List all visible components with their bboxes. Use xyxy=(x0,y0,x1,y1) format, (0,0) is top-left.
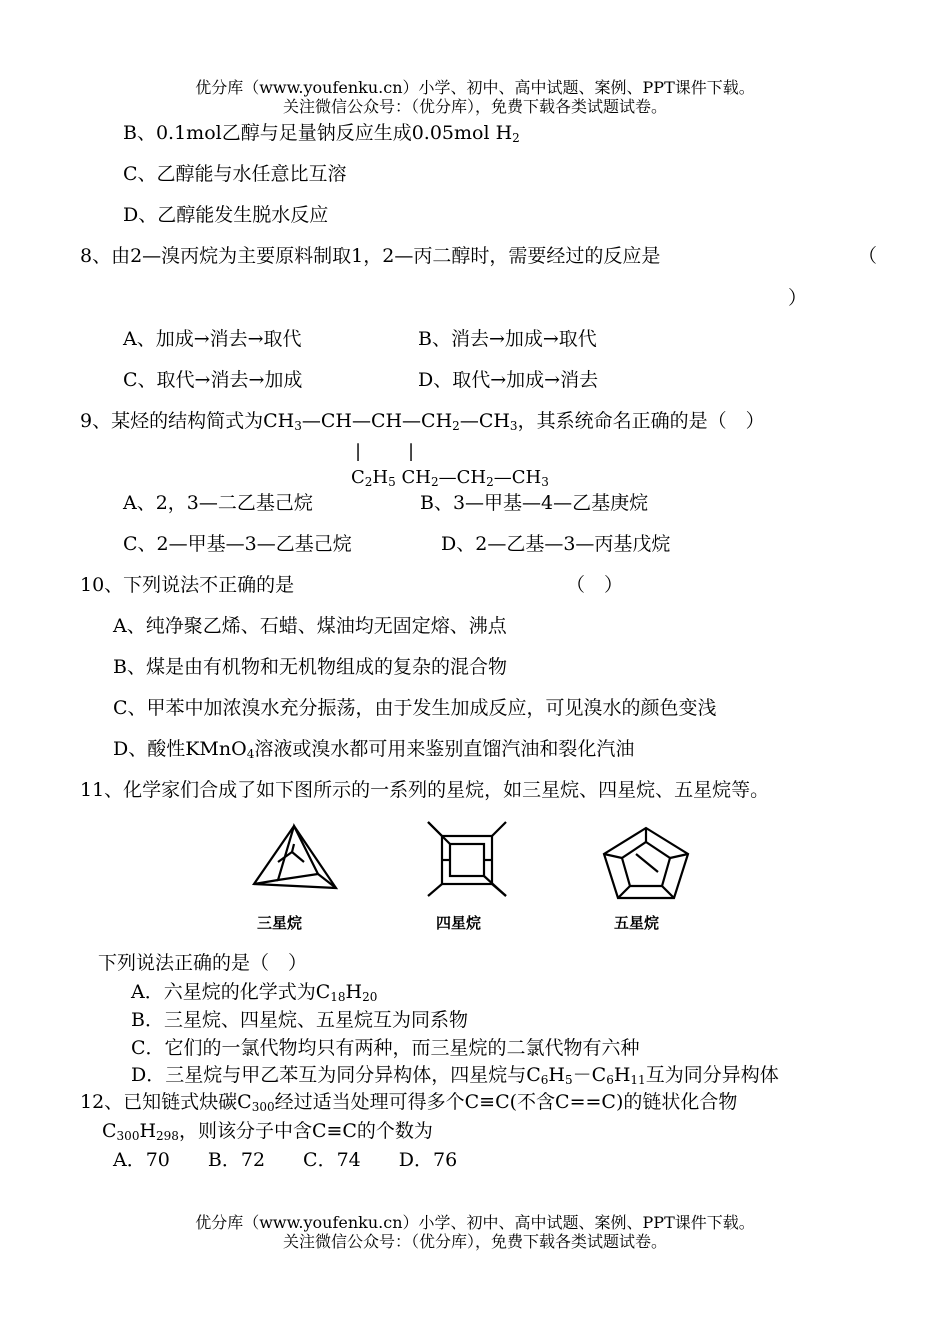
q7-option-d: D、乙醇能发生脱水反应 xyxy=(123,204,329,226)
q10-option-a: A、纯净聚乙烯、石蜡、煤油均无固定熔、沸点 xyxy=(113,615,507,637)
q8-option-a: A、加成→消去→取代 xyxy=(123,328,302,350)
q9-option-c: C、2—甲基—3—乙基己烷 xyxy=(123,533,352,555)
q10-option-d: D、酸性KMnO$_4$溶液或溴水都可用来鉴别直馏汽油和裂化汽油 xyxy=(113,738,635,761)
header-line-2: 关注微信公众号：（优分库），免费下载各类试题试卷。 xyxy=(282,97,667,116)
q10-paren: （ ） xyxy=(566,574,624,596)
q11-option-a: A．六星烷的化学式为$C_{18}H_{20}$ xyxy=(131,981,378,1004)
q8-paren-close: ） xyxy=(788,287,808,309)
q11-option-b: B．三星烷、四星烷、五星烷互为同系物 xyxy=(131,1009,468,1031)
q9-bond-bar-2: | xyxy=(408,441,415,462)
q9-bond-bar-1: | xyxy=(355,441,362,462)
q11-option-c: C．它们的一氯代物均只有两种，而三星烷的二氯代物有六种 xyxy=(131,1037,640,1059)
q9-option-a: A、2，3—二乙基己烷 xyxy=(123,492,313,514)
footer-line-1: 优分库（www.youfenku.cn）小学、初中、高中试题、案例、PPT课件下载。 xyxy=(195,1213,755,1232)
header-line-1: 优分库（www.youfenku.cn）小学、初中、高中试题、案例、PPT课件下载。 xyxy=(195,78,755,97)
tetrasterane-label: 四星烷 xyxy=(436,914,482,932)
q7-option-c: C、乙醇能与水任意比互溶 xyxy=(123,163,347,185)
q8-option-d: D、取代→加成→消去 xyxy=(418,369,599,391)
q12-formula-line: $C_{300}H_{298}$，则该分子中含C≡C的个数为 xyxy=(102,1120,433,1143)
q9-stem: 9、某烃的结构简式为$CH_3—CH—CH—CH_2—CH_3$，其系统命名正确的是（ ） xyxy=(80,410,765,433)
q7-option-b: B、0.1mol乙醇与足量钠反应生成0.05mol $H_2$ xyxy=(123,122,520,145)
q9-branch-substituents: $C_2H_5$ $CH_2—CH_2—CH_3$ xyxy=(351,467,549,489)
q10-option-b: B、煤是由有机物和无机物组成的复杂的混合物 xyxy=(113,656,507,678)
footer-line-2: 关注微信公众号：（优分库），免费下载各类试题试卷。 xyxy=(282,1232,667,1251)
pentasterane-label: 五星烷 xyxy=(614,914,660,932)
q11-option-d: D．三星烷与甲乙苯互为同分异构体，四星烷与$C_6H_5-C_6H_{11}$互为同分异构体 xyxy=(131,1064,779,1087)
pentasterane-figure xyxy=(596,824,696,906)
q11-sub-stem: 下列说法正确的是（ ） xyxy=(98,952,308,974)
q12-stem: 12、已知链式炔碳$C_{300}$经过适当处理可得多个C≡C(不含C==C)的链状化合物 xyxy=(80,1091,738,1114)
q8-paren-open: （ xyxy=(858,245,878,267)
q10-stem: 10、下列说法不正确的是 xyxy=(80,574,295,596)
triasterane-label: 三星烷 xyxy=(257,914,303,932)
q8-stem: 8、由2—溴丙烷为主要原料制取1，2—丙二醇时，需要经过的反应是 xyxy=(80,245,661,267)
q8-option-c: C、取代→消去→加成 xyxy=(123,369,303,391)
pentasterane-inner-pentagon xyxy=(622,842,670,886)
q10-option-c: C、甲苯中加浓溴水充分振荡，由于发生加成反应，可见溴水的颜色变浅 xyxy=(113,697,717,719)
tetrasterane-figure xyxy=(424,818,510,900)
triasterane-figure xyxy=(248,822,348,892)
q9-option-d: D、2—乙基—3—丙基戊烷 xyxy=(441,533,671,555)
q12-options: A．70 B．72 C．74 D．76 xyxy=(113,1149,458,1171)
q8-option-b: B、消去→加成→取代 xyxy=(418,328,597,350)
q11-stem: 11、化学家们合成了如下图所示的一系列的星烷，如三星烷、四星烷、五星烷等。 xyxy=(80,779,770,801)
q9-option-b: B、3—甲基—4—乙基庚烷 xyxy=(420,492,649,514)
